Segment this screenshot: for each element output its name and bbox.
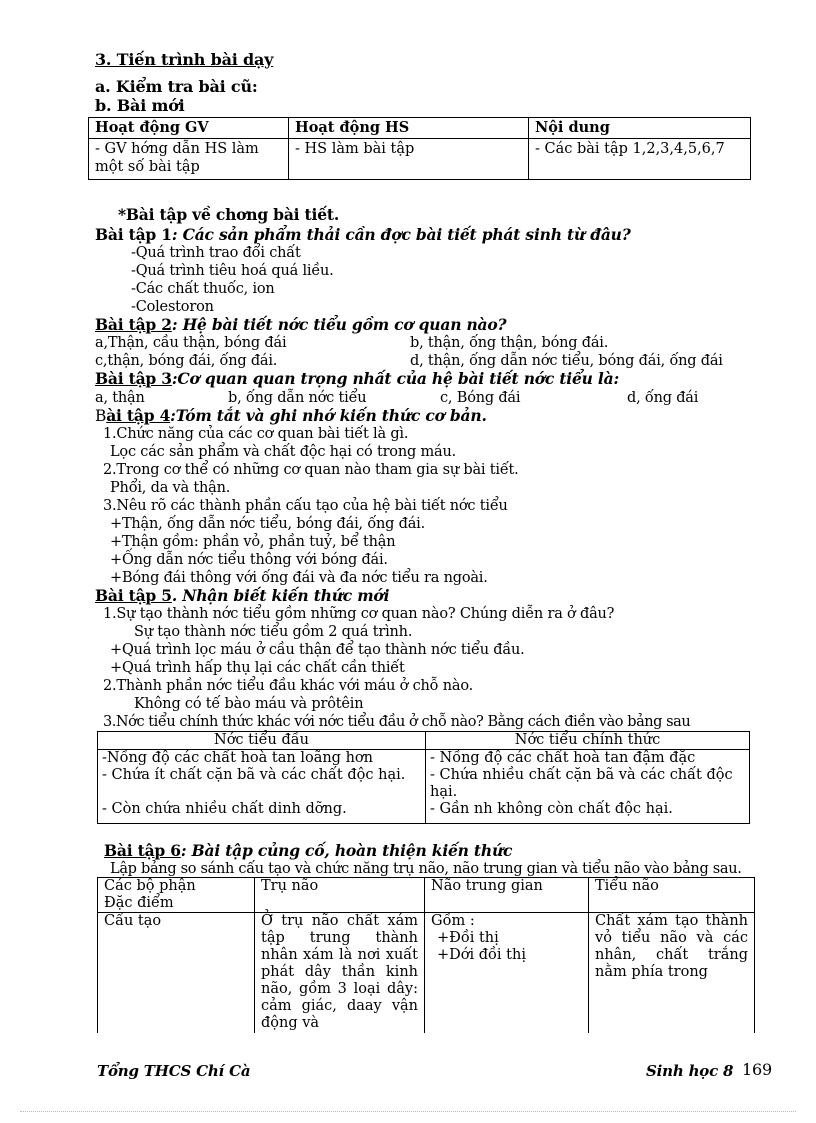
exercise-3-line [95,370,619,388]
exercise-1-question: : Các sản phẩm thải cần đợc bài tiết phát sinh từ đâu? [171,225,631,244]
diencephalon-line: Gồm : [431,913,475,929]
exercise-4-text: +Bóng đái thông với ống đái và đa nớc tiểu ra ngoài. [110,570,488,586]
exercise-4-text: 2.Trong cơ thể có những cơ quan nào tham gia sự bài tiết. [103,462,519,478]
exercise-4-text: +Thận, ống dẫn nớc tiểu, bóng đái, ống đái. [110,516,426,532]
table-cell: - Còn chứa nhiều chất dinh dỡng. [98,801,426,824]
activity-table [88,117,751,180]
exercise-1-label: Bài tập 1 [95,225,172,244]
exercise-2-option-b: b, thận, ống thận, bóng đái. [410,335,609,351]
header-official-urine: Nớc tiểu chính thức [426,732,750,750]
exercise-3-question: :Cơ quan quan trọng nhất của hệ bài tiết nớc tiểu là: [171,369,619,388]
cerebellum-structure-cell: Chất xám tạo thành vỏ tiểu não và các nhân, chất trắng nằm phía trong [589,913,755,1034]
exercise-5-label: Bài tập 5 [95,586,172,605]
exercise-1-item: -Các chất thuốc, ion [131,281,275,297]
exercise-4-text: Phổi, da và thận. [110,480,231,496]
section-heading: 3. Tiến trình bài dạy [95,50,274,69]
diencephalon-line: +Đồi thị [437,930,499,946]
exercise-4-label: ài tập 4 [106,406,171,425]
exercise-5-line [95,587,389,605]
exercise-2-option-d: d, thận, ống dẫn nớc tiểu, bóng đái, ống đái [410,353,723,369]
exercise-4-text: 1.Chức năng của các cơ quan bài tiết là gì. [103,426,409,442]
exercise-2-option-c: c,thận, bóng đái, ống đái. [95,353,278,369]
table-cell: - Chứa ít chất cặn bã và các chất độc hại. [98,767,426,801]
exercise-2-option-a: a,Thận, cầu thận, bóng đái [95,335,287,351]
exercises-title: *Bài tập về chơng bài tiết. [118,205,340,224]
exercise-4-text: Lọc các sản phẩm và chất độc hại có trong máu. [110,444,457,460]
exercise-4-question: :Tóm tắt và ghi nhớ kiến thức cơ bản. [170,406,487,425]
table-cell: - Gần nh không còn chất độc hại. [426,801,750,824]
table-cell: -Nồng độ các chất hoà tan loãng hơn [98,750,426,768]
exercise-3-option-d: d, ống đái [627,390,699,406]
exercise-3-option-a: a, thận [95,390,145,406]
new-lesson-heading: b. Bài mới [95,96,185,115]
header-content: Nội dung [529,118,751,139]
exercise-2-label: Bài tập 2 [95,315,172,334]
exercise-5-text: +Quá trình hấp thụ lại các chất cần thiết [110,660,405,676]
exercise-5-text: 3.Nớc tiểu chính thức khác với nớc tiểu đầu ở chỗ nào? Bằng cách điền vào bảng sau [103,714,691,730]
exercise-4-text: +Thận gồm: phần vỏ, phần tuỷ, bể thận [110,534,396,550]
footer-subject: Sinh học 8 [646,1062,734,1080]
brain-comparison-table [97,877,755,1033]
diencephalon-line: +Dới đồi thị [437,947,526,963]
diencephalon-structure-cell [425,913,589,1034]
footer-divider [20,1111,796,1112]
student-activity-cell: - HS làm bài tập [289,139,529,180]
brainstem-structure-cell: Ở trụ não chất xám tập trung thành nhân xám là nơi xuất phát dây thần kinh não, gồm 3 loại dây: cảm giác, daay vận động và [255,913,425,1034]
exercise-5-text: Không có tế bào máu và prôtêin [134,696,364,712]
header-parts-label: Các bộ phận [104,878,196,894]
header-teacher-activity: Hoạt động GV [89,118,289,139]
exercise-1-line [95,226,631,244]
exercise-1-item: -Quá trình tiêu hoá quá liều. [131,263,334,279]
old-lesson-heading: a. Kiểm tra bài cũ: [95,77,258,96]
header-features-label: Đặc điểm [104,895,174,911]
exercise-2-question: : Hệ bài tiết nớc tiểu gồm cơ quan nào? [171,315,507,334]
exercise-5-text: +Quá trình lọc máu ở cầu thận để tạo thành nớc tiểu đầu. [110,642,525,658]
row-label-structure: Cấu tạo [98,913,255,1034]
exercise-4-line [95,407,487,425]
footer-school: Tổng THCS Chí Cà [97,1062,251,1080]
exercise-2-line [95,316,506,334]
urine-comparison-table [97,731,750,824]
exercise-3-option-b: b, ống dẫn nớc tiểu [228,390,367,406]
table-cell: - Nồng độ các chất hoà tan đậm đặc [426,750,750,768]
header-primary-urine: Nớc tiểu đầu [98,732,426,750]
exercise-4-label-prefix: B [95,407,107,425]
exercise-5-question: . Nhận biết kiến thức mới [171,586,390,605]
header-cerebellum: Tiểu não [589,878,755,913]
header-student-activity: Hoạt động HS [289,118,529,139]
exercise-5-text: 2.Thành phần nớc tiểu đầu khác với máu ở chỗ nào. [103,678,474,694]
content-cell: - Các bài tập 1,2,3,4,5,6,7 [529,139,751,180]
exercise-1-item: -Colestoron [131,299,214,315]
exercise-6-question: : Bài tập củng cố, hoàn thiện kiến thức [180,841,513,860]
header-brainstem: Trụ não [255,878,425,913]
exercise-4-text: 3.Nêu rõ các thành phần cấu tạo của hệ bài tiết nớc tiểu [103,498,508,514]
exercise-3-option-c: c, Bóng đái [440,390,521,406]
exercise-6-intro: Lập bảng so sánh cấu tạo và chức năng trụ não, não trung gian và tiểu não vào bảng sau. [110,861,742,877]
teacher-activity-cell: - GV hớng dẫn HS làm một số bài tập [89,139,289,180]
exercise-1-item: -Quá trình trao đổi chất [131,245,301,261]
exercise-4-text: +Ống dẫn nớc tiểu thông với bóng đái. [110,552,388,568]
table-cell: - Chứa nhiều chất cặn bã và các chất độc hại. [426,767,750,801]
header-parts-features [98,878,255,913]
exercise-6-line [104,842,512,860]
exercise-5-text: 1.Sự tạo thành nớc tiểu gồm những cơ quan nào? Chúng diễn ra ở đâu? [103,606,615,622]
exercise-5-text: Sự tạo thành nớc tiểu gồm 2 quá trình. [134,624,413,640]
exercise-3-label: Bài tập 3 [95,369,172,388]
header-diencephalon: Não trung gian [425,878,589,913]
page-number: 169 [742,1060,772,1079]
exercise-6-label: Bài tập 6 [104,841,181,860]
